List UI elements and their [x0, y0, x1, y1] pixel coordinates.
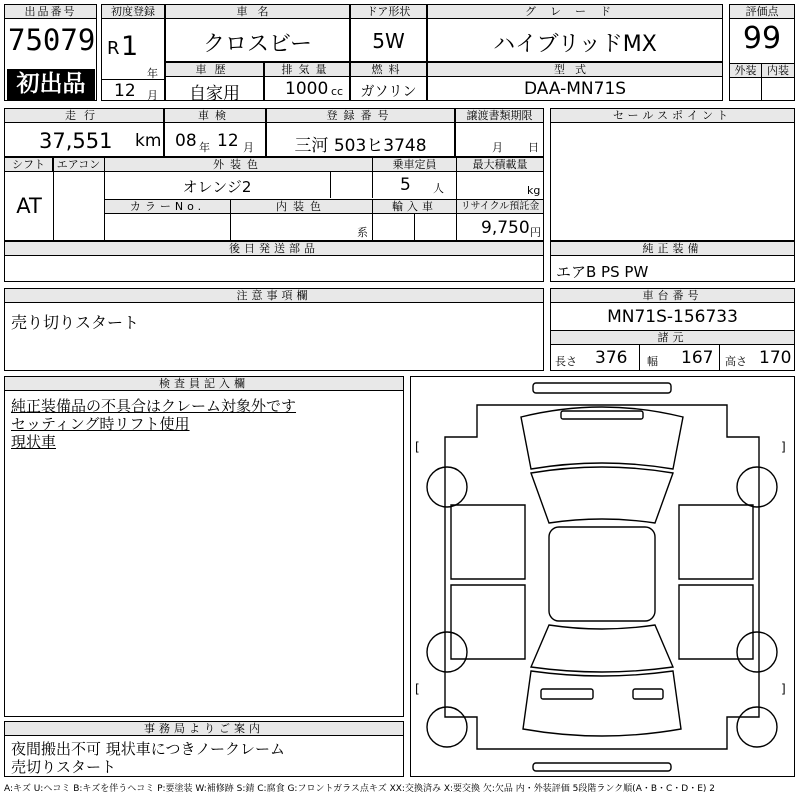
interior-score-header: 内装 — [762, 64, 794, 78]
left-rear-door — [451, 585, 525, 659]
genuine-equipment-box — [550, 241, 795, 282]
capacity-value: 5 — [400, 175, 411, 195]
hood-outline — [521, 407, 683, 469]
shift-header: シフト — [5, 158, 53, 172]
inspection-year: 08 — [175, 131, 197, 151]
door-header: ドア形状 — [351, 5, 426, 19]
office-line-1: 夜間搬出不可 現状車につきノークレーム — [11, 740, 286, 758]
displacement-box — [264, 62, 350, 101]
mileage-value: 37,551 — [39, 129, 113, 153]
inspector-header: 検査員記入欄 — [5, 377, 403, 391]
int-color-suffix: 系 — [357, 226, 368, 239]
details-block — [4, 157, 544, 241]
mileage-box — [4, 108, 164, 157]
inspection-year-unit: 年 — [199, 141, 210, 154]
length-value: 376 — [595, 348, 628, 368]
grade-value: ハイブリッドMX — [493, 32, 657, 57]
rear-left-wheel — [427, 632, 467, 672]
car-name-box — [165, 4, 350, 62]
lot-header: 出品番号 — [5, 5, 96, 19]
genuine-header: 純正装備 — [551, 242, 794, 256]
later-parts-header: 後日発送部品 — [5, 242, 543, 256]
first-reg-header: 初度登録 — [102, 5, 164, 19]
right-mirror-bracket: ] — [781, 440, 786, 454]
car-diagram-box — [410, 376, 795, 777]
right-rear-door — [679, 585, 753, 659]
sales-point-header: セールスポイント — [551, 109, 794, 123]
inspection-box — [164, 108, 266, 157]
left-rear-bracket: [ — [415, 682, 420, 696]
score-value: 99 — [742, 21, 782, 56]
front-bumper-panel — [533, 383, 671, 393]
ext-color-header: 外装色 — [105, 158, 373, 172]
reg-no-value: 三河 503ヒ3748 — [294, 136, 427, 156]
sales-point-box — [550, 108, 795, 241]
chassis-value: MN71S-156733 — [607, 307, 738, 327]
front-right-wheel — [737, 467, 777, 507]
rear-right-wheel — [737, 632, 777, 672]
height-value: 170 — [759, 348, 792, 368]
fuel-header: 燃料 — [351, 63, 426, 77]
score-header: 評価点 — [730, 5, 794, 19]
fuel-value: ガソリン — [360, 84, 417, 100]
grade-box — [427, 4, 723, 62]
right-front-door — [679, 505, 753, 579]
inspector-line-3: 現状車 — [11, 433, 57, 451]
width-label: 幅 — [647, 355, 658, 368]
first-reg-year: 1 — [121, 31, 139, 62]
car-damage-diagram — [411, 377, 794, 776]
left-front-door — [451, 505, 525, 579]
chassis-header: 車台番号 — [551, 289, 794, 303]
score-box — [729, 4, 795, 101]
inspector-box — [4, 376, 404, 717]
displacement-header: 排気量 — [265, 63, 349, 77]
first-reg-era: R — [107, 38, 120, 59]
reg-no-header: 登録番号 — [267, 109, 454, 123]
registration-number-box — [266, 108, 455, 157]
car-name-value: クロスビー — [202, 32, 313, 57]
grade-header: グレード — [428, 5, 722, 19]
transfer-deadline-box — [455, 108, 544, 157]
history-header: 車歴 — [166, 63, 263, 77]
capacity-unit: 人 — [433, 182, 444, 195]
transfer-header: 譲渡書類期限 — [456, 109, 543, 123]
recycle-header: リサイクル預託金 — [457, 200, 543, 214]
notes-box — [4, 288, 544, 371]
door-box — [350, 4, 427, 62]
rear-lamp — [633, 689, 663, 699]
ext-color-value: オレンジ2 — [182, 178, 252, 196]
model-header: 型式 — [428, 63, 722, 77]
inspection-month: 12 — [217, 131, 239, 151]
exterior-score-header: 外装 — [730, 64, 762, 78]
body-outline — [445, 405, 759, 749]
inspector-line-1: 純正装備品の不具合はクレーム対象外です — [11, 397, 297, 415]
first-listing-badge: 初出品 — [7, 69, 95, 100]
mileage-unit: km — [135, 131, 162, 151]
rear-plate — [541, 689, 593, 699]
first-reg-month-unit: 月 — [147, 89, 158, 102]
front-left-wheel — [427, 467, 467, 507]
roof-panel — [549, 527, 655, 621]
office-line-2: 売切りスタート — [11, 758, 117, 776]
first-registration-box — [101, 4, 165, 101]
model-value: DAA-MN71S — [523, 79, 627, 99]
inspection-month-unit: 月 — [243, 141, 254, 154]
first-reg-year-unit: 年 — [147, 67, 158, 80]
displacement-value: 1000 — [285, 79, 329, 99]
door-value: 5W — [372, 29, 405, 53]
notes-header: 注意事項欄 — [5, 289, 543, 303]
mileage-header: 走行 — [5, 109, 163, 123]
rear-window — [531, 625, 673, 672]
spare-wheel-left — [427, 707, 467, 747]
load-header: 最大積載量 — [457, 158, 543, 172]
history-box — [165, 62, 264, 104]
trunk-outline — [523, 671, 681, 736]
inspection-header: 車検 — [165, 109, 265, 123]
car-name-header: 車名 — [166, 5, 349, 19]
model-box — [427, 62, 723, 101]
later-parts-box — [4, 241, 544, 282]
right-rear-bracket: ] — [781, 682, 786, 696]
office-box — [4, 721, 404, 777]
transfer-day-unit: 日 — [528, 141, 539, 154]
width-value: 167 — [681, 348, 714, 368]
genuine-value: エアB PS PW — [556, 263, 649, 281]
inspector-line-2: セッティング時リフト使用 — [11, 415, 190, 433]
office-header: 事務局よりご案内 — [5, 722, 403, 736]
lot-box — [4, 4, 97, 101]
int-color-header: 内装色 — [231, 200, 373, 214]
shift-value: AT — [16, 194, 42, 218]
length-label: 長さ — [555, 355, 577, 368]
specs-header: 諸元 — [551, 330, 794, 345]
left-mirror-bracket: [ — [415, 440, 420, 454]
capacity-header: 乗車定員 — [373, 158, 457, 172]
aircon-header: エアコン — [53, 158, 105, 172]
windshield — [531, 467, 673, 523]
first-reg-month: 12 — [114, 81, 136, 101]
front-grille — [561, 411, 643, 419]
notes-value: 売り切りスタート — [11, 313, 140, 332]
spare-wheel-right — [737, 707, 777, 747]
lot-number: 75079 — [8, 23, 96, 57]
recycle-unit: 円 — [530, 226, 541, 239]
transfer-month-unit: 月 — [492, 141, 503, 154]
rear-bumper-panel — [533, 763, 671, 771]
height-label: 高さ — [725, 355, 747, 368]
load-unit: kg — [527, 184, 541, 197]
import-header: 輸入車 — [373, 200, 457, 214]
fuel-box — [350, 62, 427, 101]
recycle-value: 9,750 — [481, 218, 530, 238]
history-value: 自家用 — [189, 84, 240, 104]
color-no-header: カラーNo. — [105, 200, 231, 214]
legend-text: A:キズ U:ヘコミ B:キズを伴うヘコミ P:要塗装 W:補修跡 S:錆 C:腐食 G:フロントガラス点キズ XX:交換済み X:要交換 欠:欠品 内・外装評価 5段階ランク順(A・B・C・D・E) 2 — [4, 784, 716, 794]
displacement-unit: cc — [331, 85, 344, 98]
chassis-box — [550, 288, 795, 371]
